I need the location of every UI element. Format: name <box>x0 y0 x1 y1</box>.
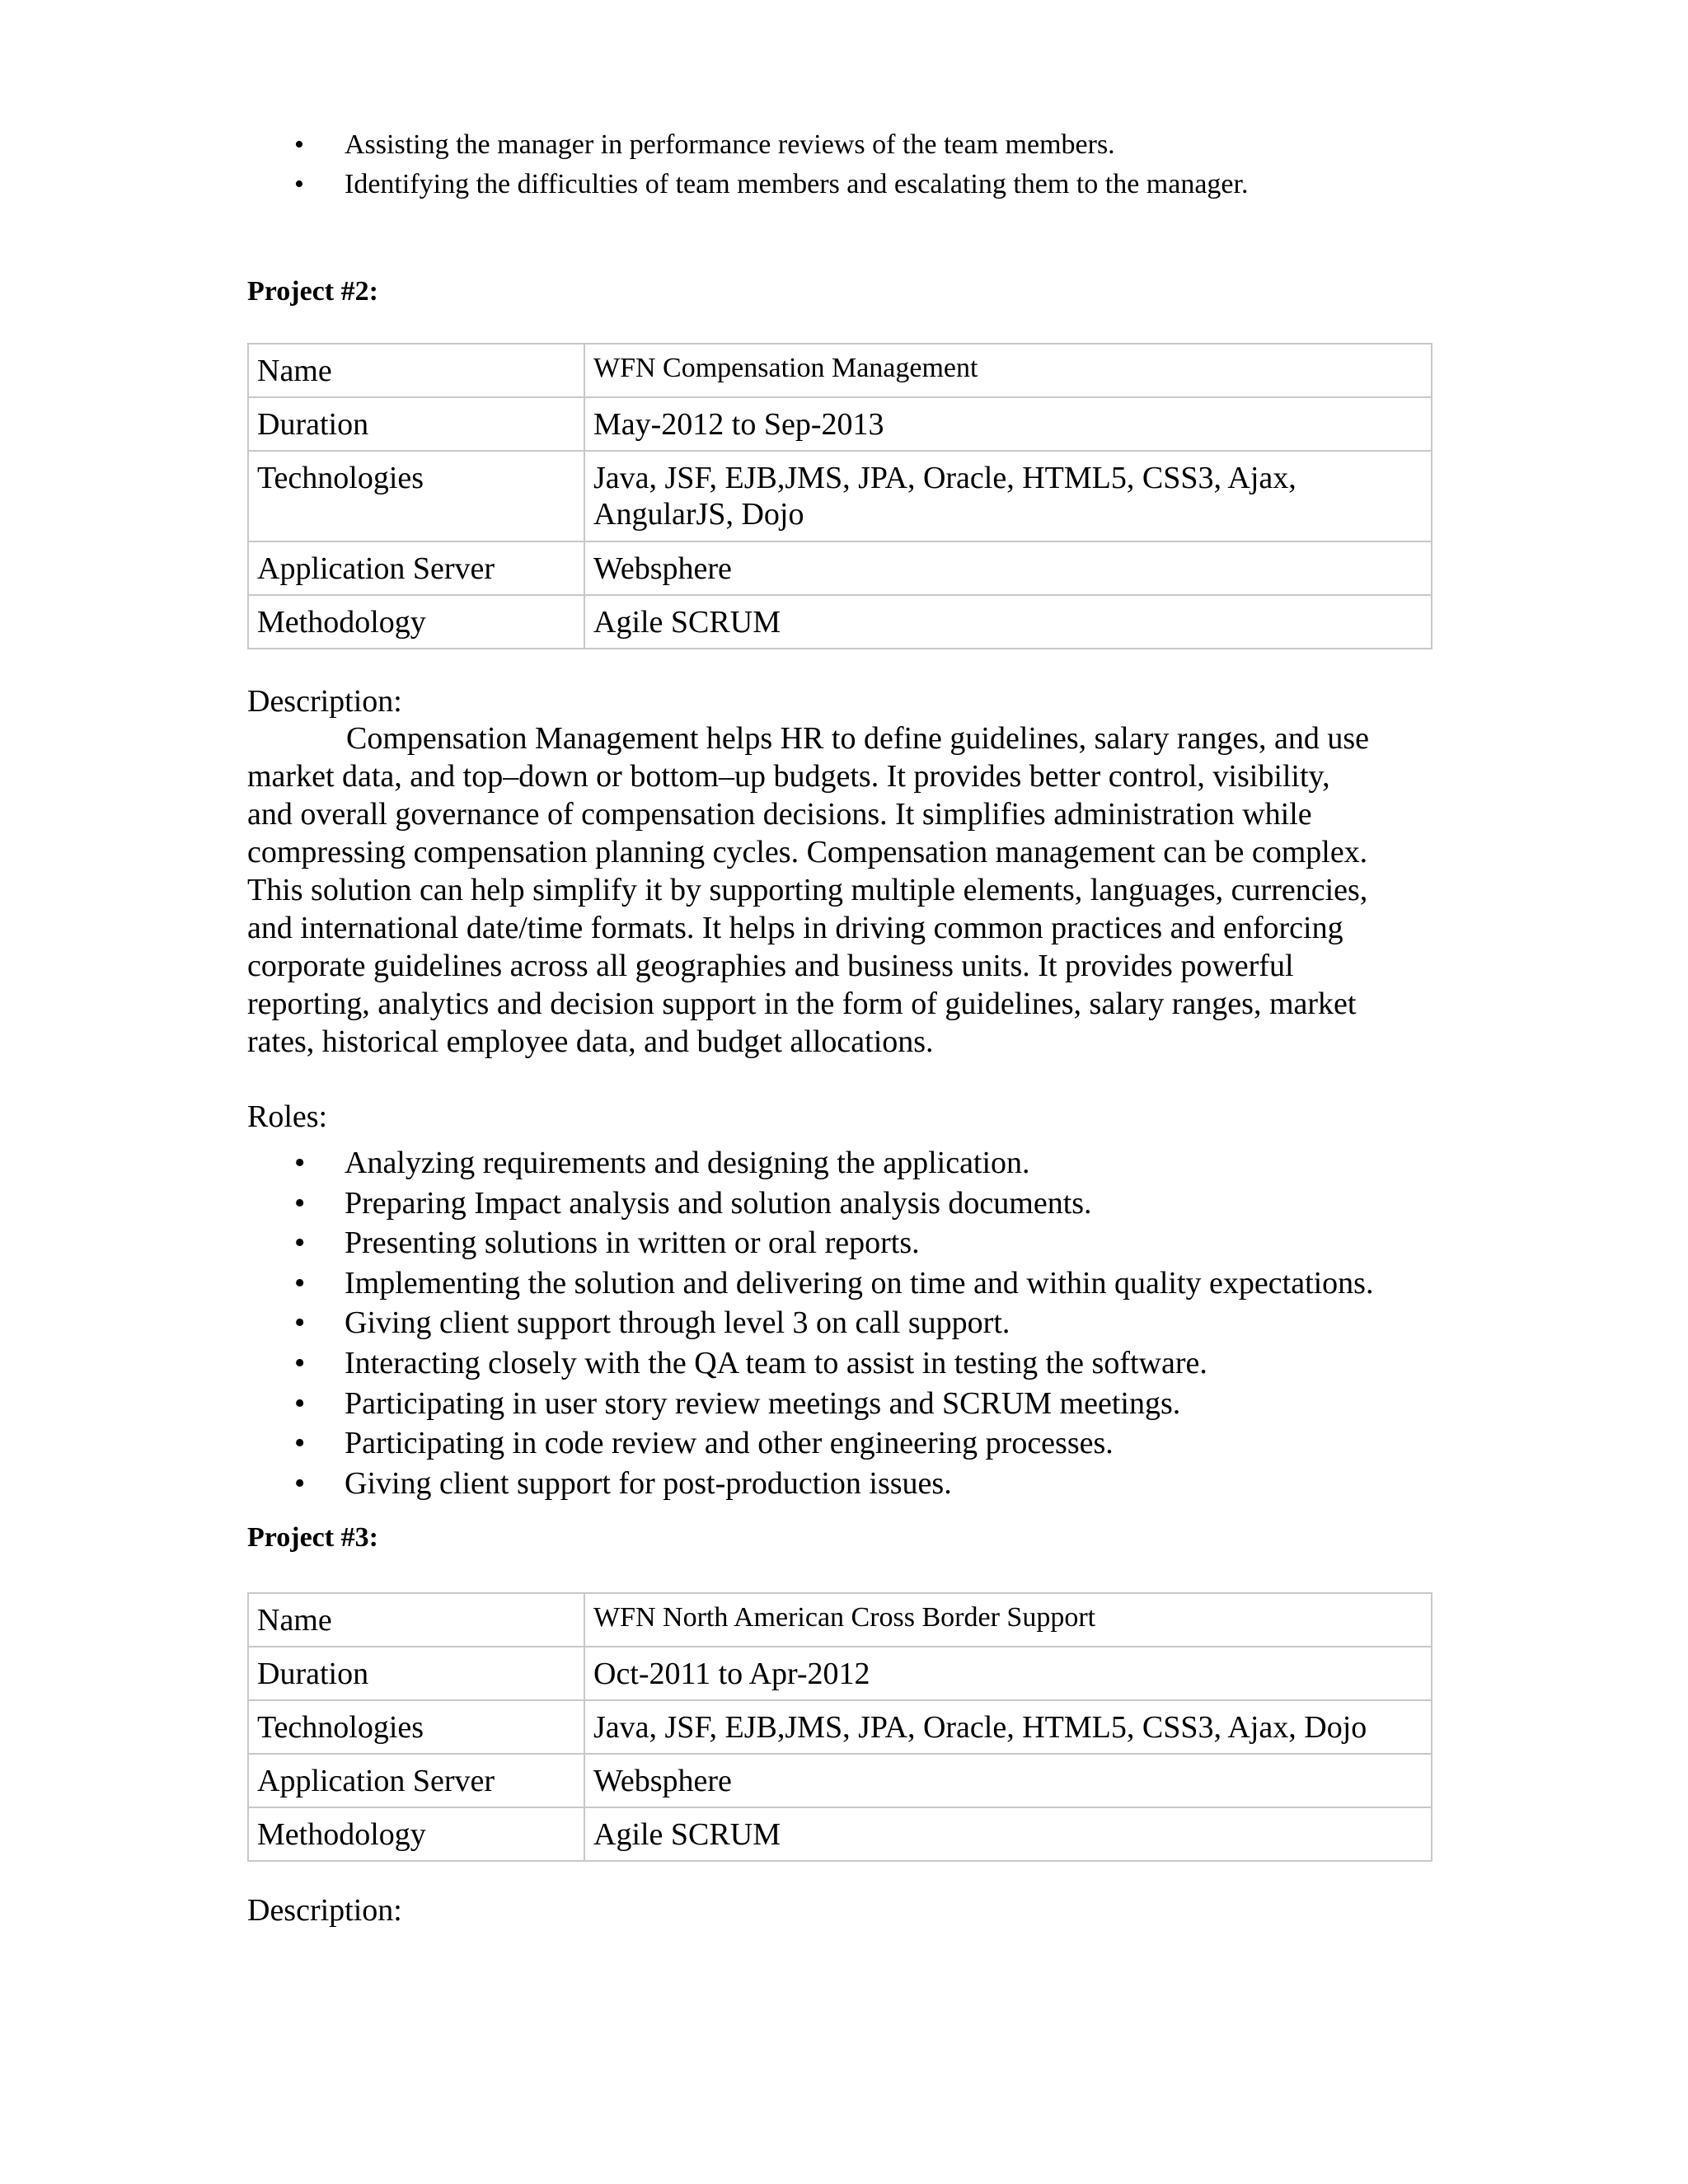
list-item: • Giving client support through level 3 on call support. <box>0 1303 1373 1343</box>
list-item: • Assisting the manager in performance reviews of the team members. <box>0 125 1248 165</box>
list-item: • Participating in code review and other engineering processes. <box>0 1423 1373 1464</box>
bullet-icon: • <box>294 1185 306 1221</box>
name-value: WFN Compensation Management <box>584 344 1432 397</box>
methodology-label: Methodology <box>248 595 584 649</box>
app-server-value: Websphere <box>584 1754 1432 1807</box>
table-row <box>248 595 1432 649</box>
duration-value: May-2012 to Sep-2013 <box>584 397 1432 451</box>
description-label: Description: <box>247 684 402 719</box>
bullet-icon: • <box>294 1465 306 1501</box>
project3-table <box>247 1592 1432 1862</box>
table-row <box>248 1647 1432 1700</box>
technologies-label: Technologies <box>248 1700 584 1754</box>
duration-label: Duration <box>248 397 584 451</box>
list-item: • Participating in user story review meetings and SCRUM meetings. <box>0 1384 1373 1424</box>
bullet-icon: • <box>294 1345 306 1380</box>
duration-label: Duration <box>248 1647 584 1700</box>
table-row <box>248 1754 1432 1807</box>
methodology-value: Agile SCRUM <box>584 1807 1432 1861</box>
responsibilities-list <box>0 125 1248 204</box>
list-item: • Interacting closely with the QA team to assist in testing the software. <box>0 1343 1373 1384</box>
table-row <box>248 1700 1432 1754</box>
bullet-icon: • <box>294 1426 306 1461</box>
roles-label: Roles: <box>247 1099 328 1134</box>
bullet-icon: • <box>294 129 304 160</box>
list-item: • Preparing Impact analysis and solution analysis documents. <box>0 1183 1373 1224</box>
project2-table <box>247 343 1432 649</box>
table-row <box>248 344 1432 397</box>
methodology-label: Methodology <box>248 1807 584 1861</box>
table-row <box>248 397 1432 451</box>
bullet-icon: • <box>294 1226 306 1261</box>
table-row <box>248 451 1432 541</box>
roles-list <box>0 1143 1373 1503</box>
list-item: • Identifying the difficulties of team members and escalating them to the manager. <box>0 165 1248 204</box>
list-item: • Presenting solutions in written or oral reports. <box>0 1223 1373 1263</box>
bullet-icon: • <box>294 1146 306 1180</box>
technologies-value: Java, JSF, EJB,JMS, JPA, Oracle, HTML5, CSS3, Ajax, Dojo <box>584 1700 1432 1754</box>
technologies-value: Java, JSF, EJB,JMS, JPA, Oracle, HTML5, CSS3, Ajax, AngularJS, Dojo <box>584 451 1432 541</box>
table-row <box>248 541 1432 595</box>
project2-heading: Project #2: <box>247 276 378 307</box>
bullet-icon: • <box>294 1385 306 1421</box>
description-label: Description: <box>247 1893 402 1928</box>
methodology-value: Agile SCRUM <box>584 595 1432 649</box>
list-item: • Implementing the solution and delivering on time and within quality expectations. <box>0 1263 1373 1304</box>
name-label: Name <box>248 1593 584 1647</box>
table-row <box>248 1593 1432 1647</box>
app-server-label: Application Server <box>248 1754 584 1807</box>
bullet-icon: • <box>294 169 304 199</box>
bullet-icon: • <box>294 1305 306 1341</box>
description-text: Compensation Management helps HR to define guidelines, salary ranges, and use market data, and top–down or bottom–up budgets. It provides better control, visibility, and overall governance of compensation decisions. It simplifies administration while compressing compensation planning cycles. Compensation management can be complex. This solution can help simplify it by supporting multiple elements, languages, currencies, and international date/time formats. It helps in driving common practices and enforcing corporate guidelines across all geographies and business units. It provides powerful reporting, analytics and decision support in the form of guidelines, salary ranges, market rates, historical employee data, and budget allocations. <box>247 721 1370 1059</box>
bullet-icon: • <box>294 1265 306 1301</box>
list-item: • Analyzing requirements and designing the application. <box>0 1143 1373 1183</box>
duration-value: Oct-2011 to Apr-2012 <box>584 1647 1432 1700</box>
name-label: Name <box>248 344 584 397</box>
app-server-value: Websphere <box>584 541 1432 595</box>
app-server-label: Application Server <box>248 541 584 595</box>
technologies-label: Technologies <box>248 451 584 541</box>
name-value: WFN North American Cross Border Support <box>584 1593 1432 1647</box>
table-row <box>248 1807 1432 1861</box>
list-item: • Giving client support for post-production issues. <box>0 1464 1373 1504</box>
project3-heading: Project #3: <box>247 1522 378 1553</box>
